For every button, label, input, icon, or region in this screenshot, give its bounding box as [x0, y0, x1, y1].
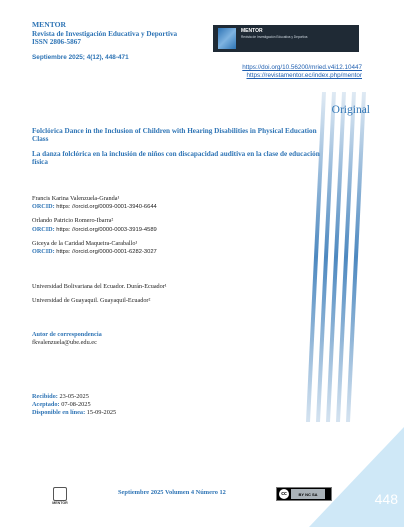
- orcid-url[interactable]: https: //orcid.org/0009-0001-3940-6644: [56, 204, 157, 211]
- journal-subtitle: Revista de Investigación Educativa y Deportiva: [32, 29, 178, 38]
- received-date: 23-05-2025: [59, 393, 89, 400]
- accepted-date: 07-08-2025: [61, 401, 91, 409]
- author-name: Orlando Patricio Romero-Ibarra²: [32, 217, 114, 225]
- orcid-label: ORCID:: [32, 248, 55, 256]
- page-corner-triangle: [309, 427, 404, 527]
- journal-logo-banner: [213, 25, 359, 52]
- orcid-label: ORCID:: [32, 225, 55, 233]
- logo-title: MENTOR: [241, 28, 263, 34]
- footer-logo-text: MENTOR: [52, 501, 68, 505]
- doi-link[interactable]: https://doi.org/10.56200/mried.v4i12.10447: [242, 64, 362, 71]
- author-entry: [32, 195, 292, 211]
- orcid-url[interactable]: https: //orcid.org/0000-0003-3919-4589: [56, 226, 157, 233]
- footer-logo: [50, 487, 70, 505]
- author-name: Giceya de la Caridad Maqueira-Caraballo¹: [32, 239, 138, 247]
- received-label: Recibido:: [32, 393, 58, 400]
- correspondence: [32, 331, 102, 348]
- available-label: Disponible en línea:: [32, 409, 86, 417]
- title-spanish: La danza folclórica en la inclusión de niños con discapacidad auditiva en la clase de educación física: [32, 149, 320, 167]
- affiliations: [32, 283, 167, 311]
- mentor-seal-icon: [53, 487, 67, 501]
- affiliation-item: Universidad de Guayaquil. Guayaquil-Ecuador²: [32, 297, 151, 305]
- logo-subtitle: Revista de Investigación Educativa y Deportiva: [241, 35, 308, 39]
- available-date: 15-09-2025: [86, 409, 117, 417]
- article-titles: [32, 127, 322, 167]
- page-number: 448: [374, 491, 398, 507]
- correspondence-label: Autor de correspondencia: [32, 331, 102, 338]
- orcid-url[interactable]: https: //orcid.org/0000-0001-6282-3027: [56, 249, 157, 256]
- author-name: Francis Karina Valenzuela-Granda¹: [32, 195, 120, 202]
- mentor-logo-icon: [218, 28, 236, 49]
- accepted-label: Aceptado:: [32, 401, 60, 409]
- journal-header: [32, 21, 177, 47]
- author-entry: [32, 240, 292, 256]
- article-links: [242, 64, 362, 80]
- journal-website-link[interactable]: https://revistamentor.ec/index.php/mentor: [246, 72, 362, 79]
- creative-commons-badge[interactable]: [276, 487, 332, 501]
- authors-list: [32, 195, 292, 262]
- article-type: Original: [331, 104, 370, 116]
- license-terms: BY NC SA: [291, 489, 325, 499]
- footer-issue-text: Septiembre 2025 Volumen 4 Número 12: [118, 489, 226, 496]
- journal-issn: ISSN 2806-5867: [32, 38, 81, 47]
- author-entry: [32, 217, 292, 233]
- title-english: Folclórica Dance in the Inclusion of Children with Hearing Disabilities in Physical Education Class: [32, 127, 317, 144]
- cc-icon: cc: [279, 489, 289, 499]
- article-dates: [32, 393, 116, 418]
- correspondence-email[interactable]: fkvalenzuela@ube.edu.ec: [32, 339, 97, 347]
- issue-info: Septiembre 2025; 4(12), 448-471: [32, 54, 129, 61]
- affiliation-item: Universidad Bolivariana del Ecuador. Durán-Ecuador¹: [32, 283, 167, 290]
- journal-name: MENTOR: [32, 20, 67, 29]
- orcid-label: ORCID:: [32, 203, 55, 211]
